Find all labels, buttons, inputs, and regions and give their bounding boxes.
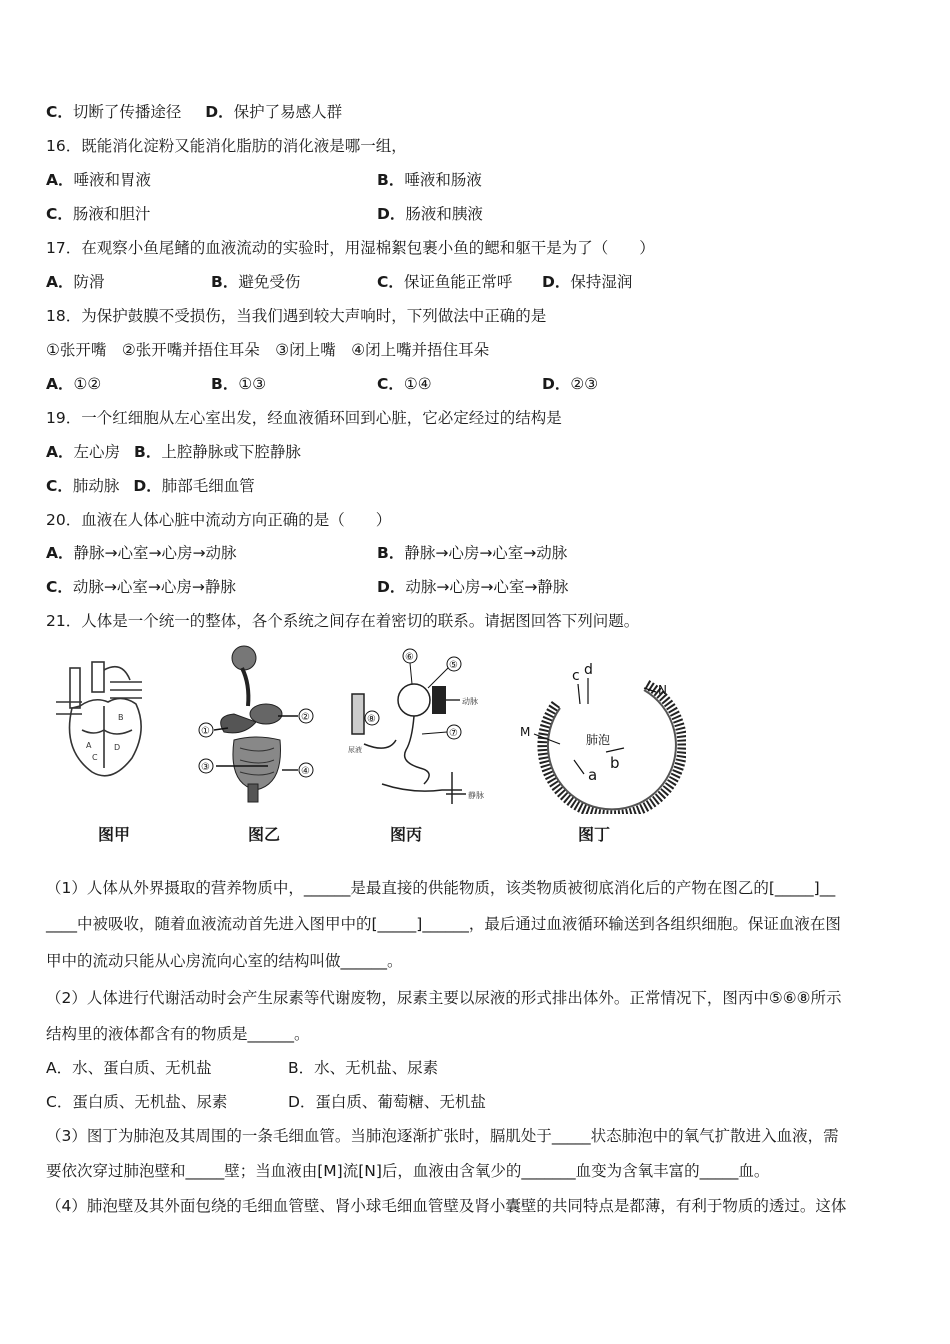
q16-option-c — [46, 204, 150, 224]
question-16: 16．既能消化淀粉又能消化脂肪的消化液是哪一组， — [46, 137, 407, 155]
option-text: 保持湿润 — [570, 273, 633, 291]
option-letter: A． — [46, 273, 74, 291]
q18-statements: ①张开嘴 ②张开嘴并捂住耳朵 ③闭上嘴 ④闭上嘴并捂住耳朵 — [46, 341, 490, 359]
q21-part1-line2: ____中被吸收，随着血液流动首先进入图甲中的[_____]______，最后通过血液循环输送到各组织细胞。保证血液在图 — [46, 915, 841, 933]
option-letter: C． — [46, 477, 73, 495]
option-text: 上腔静脉或下腔静脉 — [161, 443, 301, 461]
option-text: ①② — [73, 375, 102, 393]
caption-bing: 图丙 — [390, 825, 423, 844]
alveolus-label-a: a — [588, 766, 598, 784]
figure-row — [46, 640, 686, 850]
q21-part2-line2: 结构里的液体都含有的物质是______。 — [46, 1025, 310, 1043]
caption-yi: 图乙 — [248, 825, 281, 844]
q18-option-a — [46, 374, 101, 394]
q20-option-b — [377, 543, 567, 563]
option-text: 肺部毛细血管 — [161, 477, 255, 495]
option-text: 静脉→心房→心室→动脉 — [404, 544, 568, 562]
q17-option-b — [211, 272, 300, 292]
option-text: 避免受伤 — [238, 273, 301, 291]
q16-option-d — [377, 204, 483, 224]
option-letter: D． — [205, 103, 234, 121]
option-text: 唾液和肠液 — [404, 171, 482, 189]
q21-part2-option-b: B．水、无机盐、尿素 — [288, 1059, 439, 1077]
digestive-label-1: ① — [201, 726, 210, 737]
option-letter: C． — [377, 375, 404, 393]
q17-option-d — [542, 272, 632, 292]
digestive-label-2: ② — [301, 712, 310, 723]
option-text: 肺动脉 — [72, 477, 120, 495]
question-17: 17．在观察小鱼尾鳍的血液流动的实验时，用湿棉絮包裹小鱼的鳃和躯干是为了（ ） — [46, 239, 655, 257]
option-letter: C． — [46, 578, 73, 596]
option-letter: B． — [211, 273, 239, 291]
option-text: 左心房 — [73, 443, 121, 461]
option-letter: B． — [377, 171, 405, 189]
option-text: 切断了传播途径 — [72, 103, 182, 121]
question-20: 20．血液在人体心脏中流动方向正确的是（ ） — [46, 511, 392, 529]
digestive-diagram — [194, 644, 334, 804]
q21-part3-line2: 要依次穿过肺泡壁和_____壁；当血液由[M]流[N]后，血液由含氧少的_______血变为含氧丰富的_____血。 — [46, 1162, 770, 1180]
option-letter: B． — [134, 443, 162, 461]
caption-ding: 图丁 — [578, 825, 611, 844]
caption-jia: 图甲 — [98, 825, 131, 844]
option-letter: D． — [377, 205, 406, 223]
option-text: ①④ — [403, 375, 432, 393]
option-text: ②③ — [570, 375, 599, 393]
q21-part4-line1: （4）肺泡壁及其外面包绕的毛细血管壁、肾小球毛细血管壁及肾小囊壁的共同特点是都薄，有利于物质的透过。这体 — [46, 1197, 847, 1215]
q21-part3-line1: （3）图丁为肺泡及其周围的一条毛细血管。当肺泡逐渐扩张时，膈肌处于_____状态肺泡中的氧气扩散进入血液，需 — [46, 1127, 839, 1145]
option-letter: A． — [46, 171, 74, 189]
q21-part2-option-c: C．蛋白质、无机盐、尿素 — [46, 1093, 228, 1111]
q19-options-cd — [46, 476, 255, 496]
option-letter: C． — [377, 273, 404, 291]
alveolus-label-b: b — [610, 754, 620, 772]
nephron-label-7: ⑦ — [449, 728, 458, 739]
question-19: 19．一个红细胞从左心室出发，经血液循环回到心脏，它必定经过的结构是 — [46, 409, 562, 427]
alveolus-label: 肺泡 — [586, 733, 611, 747]
alveolus-label-n: N — [658, 683, 667, 697]
q21-part1-line1: （1）人体从外界摄取的营养物质中，______是最直接的供能物质，该类物质被彻底消化后的产物在图乙的[_____]__ — [46, 879, 836, 897]
option-text: 肠液和胰液 — [405, 205, 483, 223]
nephron-urine-label: 尿液 — [348, 746, 362, 754]
nephron-artery-label: 动脉 — [462, 697, 478, 706]
option-text: 保护了易感人群 — [233, 103, 343, 121]
option-letter: A． — [46, 443, 74, 461]
q21-part2-option-a: A．水、蛋白质、无机盐 — [46, 1059, 212, 1077]
q21-part1-line3: 甲中的流动只能从心房流向心室的结构叫做______。 — [46, 952, 403, 970]
q15-options — [46, 102, 342, 122]
option-letter: A． — [46, 544, 74, 562]
q17-option-a — [46, 272, 105, 292]
nephron-vein-label: 静脉 — [468, 791, 484, 800]
option-letter: C． — [46, 205, 73, 223]
option-letter: B． — [211, 375, 239, 393]
q18-option-c — [377, 374, 432, 394]
option-text: ①③ — [238, 375, 267, 393]
question-21: 21．人体是一个统一的整体，各个系统之间存在着密切的联系。请据图回答下列问题。 — [46, 612, 640, 630]
heart-diagram — [52, 660, 162, 790]
option-text: 静脉→心室→心房→动脉 — [73, 544, 237, 562]
option-text: 动脉→心室→心房→静脉 — [72, 578, 236, 596]
heart-label-d: D — [114, 743, 121, 752]
alveolus-label-d: d — [584, 662, 593, 678]
heart-label-a: A — [86, 741, 92, 750]
option-text: 动脉→心房→心室→静脉 — [405, 578, 569, 596]
q18-option-b — [211, 374, 266, 394]
q16-option-b — [377, 170, 482, 190]
q20-option-c — [46, 577, 236, 597]
option-letter: B． — [377, 544, 405, 562]
alveolus-diagram — [516, 644, 686, 814]
option-letter: D． — [542, 375, 571, 393]
q18-option-d — [542, 374, 598, 394]
q16-option-a — [46, 170, 151, 190]
digestive-label-4: ④ — [301, 766, 310, 777]
heart-label-c: C — [92, 753, 98, 762]
q19-options-ab — [46, 442, 301, 462]
option-text: 防滑 — [73, 273, 105, 291]
nephron-label-6: ⑥ — [405, 652, 414, 663]
q17-option-c — [377, 272, 512, 292]
question-18: 18．为保护鼓膜不受损伤，当我们遇到较大声响时，下列做法中正确的是 — [46, 307, 547, 325]
option-letter: D． — [377, 578, 406, 596]
q21-part2-option-d: D．蛋白质、葡萄糖、无机盐 — [288, 1093, 486, 1111]
heart-label-b: B — [118, 713, 124, 722]
alveolus-label-c: c — [572, 668, 580, 684]
alveolus-label-m: M — [520, 725, 531, 739]
option-letter: D． — [133, 477, 162, 495]
q21-part2-line1: （2）人体进行代谢活动时会产生尿素等代谢废物，尿素主要以尿液的形式排出体外。正常情况下，图丙中⑤⑥⑧所示 — [46, 989, 842, 1007]
q20-option-a — [46, 543, 236, 563]
q20-option-d — [377, 577, 568, 597]
option-text: 保证鱼能正常呼 — [403, 273, 513, 291]
option-letter: C． — [46, 103, 73, 121]
option-letter: D． — [542, 273, 571, 291]
nephron-diagram — [342, 644, 522, 814]
option-text: 唾液和胃液 — [73, 171, 152, 189]
nephron-label-8: ⑧ — [367, 714, 376, 725]
digestive-label-3: ③ — [201, 762, 210, 773]
option-letter: A． — [46, 375, 74, 393]
option-text: 肠液和胆汁 — [72, 205, 151, 223]
nephron-label-5: ⑤ — [449, 660, 458, 671]
